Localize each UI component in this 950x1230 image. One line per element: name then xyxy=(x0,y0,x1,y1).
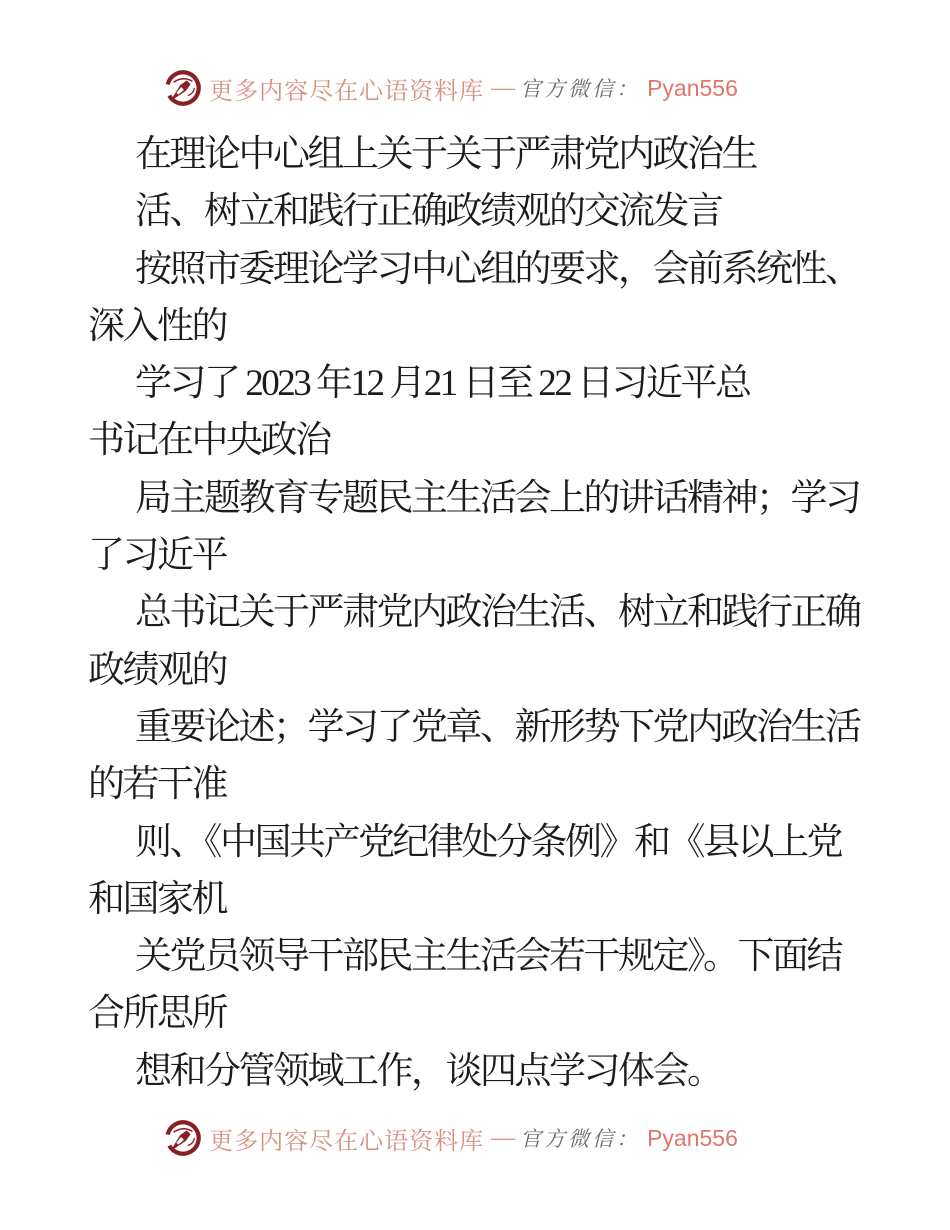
watermark-wechat-label: 官方微信： xyxy=(520,1127,641,1151)
watermark-wechat-label: 官方微信： xyxy=(520,77,641,101)
watermark-dash: — xyxy=(491,1124,514,1151)
watermark-bottom xyxy=(0,1116,950,1160)
text-line: 的若干准 xyxy=(88,764,226,806)
pen-circle-logo-icon xyxy=(164,69,202,107)
text-line: 了习近平 xyxy=(88,535,226,577)
text-line: 想和分管领域工作，谈四点学习体会。 xyxy=(135,1050,722,1092)
text-line: 则、《中国共产党纪律处分条例》和《县以上党 xyxy=(135,821,841,863)
text-line: 局主题教育专题民主生活会上的讲话精神；学习 xyxy=(135,477,860,519)
pen-circle-logo-icon xyxy=(164,1119,202,1157)
text-line: 合所思所 xyxy=(88,993,226,1035)
title-line: 活、树立和践行正确政绩观的交流发言 xyxy=(135,191,722,233)
text-line: 深入性的 xyxy=(88,305,226,347)
document-text xyxy=(88,126,910,1100)
watermark-top xyxy=(0,66,950,110)
watermark-dash: — xyxy=(491,74,514,101)
watermark-wechat-id: Pyan556 xyxy=(647,74,738,101)
watermark-brand-text: 更多内容尽在心语资料库 xyxy=(209,1128,485,1155)
watermark-content xyxy=(164,1119,738,1157)
text-line: 关党员领导干部民主生活会若干规定》。下面结 xyxy=(135,936,841,978)
watermark-brand-text: 更多内容尽在心语资料库 xyxy=(209,78,485,105)
text-line: 书记在中央政治 xyxy=(88,420,330,462)
watermark-wechat-id: Pyan556 xyxy=(647,1124,738,1151)
text-line: 和国家机 xyxy=(88,878,226,920)
text-line: 政绩观的 xyxy=(88,649,226,691)
text-line: 重要论述；学习了党章、新形势下党内政治生活 xyxy=(135,706,860,748)
title-line: 在理论中心组上关于关于严肃党内政治生 xyxy=(135,134,756,175)
text-line: 总书记关于严肃党内政治生活、树立和践行正确 xyxy=(135,592,860,634)
text-line: 按照市委理论学习中心组的要求，会前系统性、 xyxy=(135,248,860,290)
watermark-content xyxy=(164,69,738,107)
text-line: 学习了 2023 年12 月21 日至 22 日习近平总 xyxy=(135,363,750,405)
